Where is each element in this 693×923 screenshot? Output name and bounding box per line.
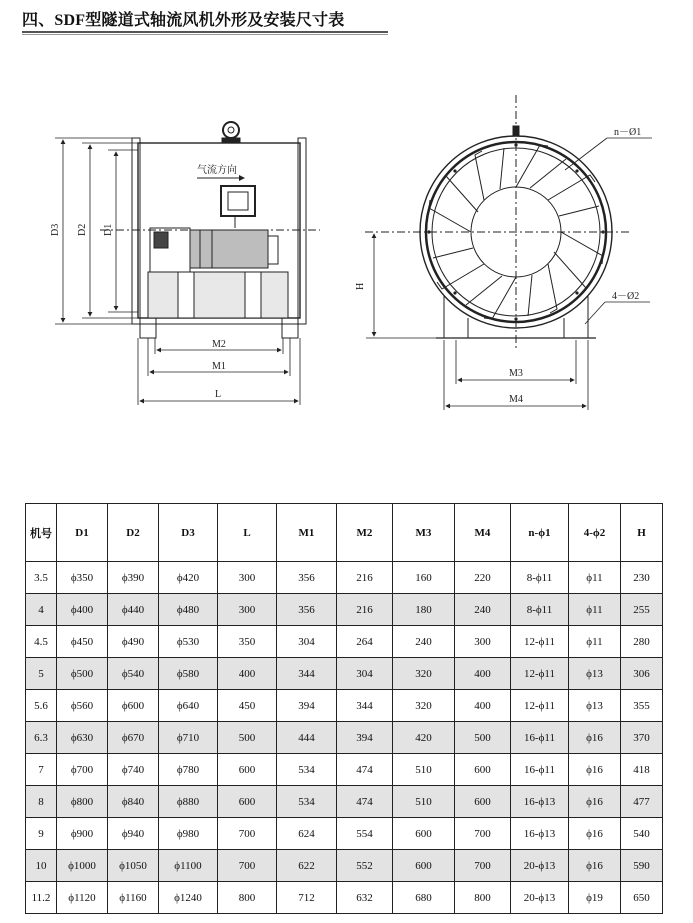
table-cell: 800 [218,882,277,914]
table-cell: ϕ1100 [159,850,218,882]
table-cell: ϕ630 [57,722,108,754]
table-cell: 600 [455,754,511,786]
table-cell: 16-ϕ11 [511,722,569,754]
table-cell: 590 [621,850,663,882]
table-cell: 8-ϕ11 [511,562,569,594]
table-cell: 624 [277,818,337,850]
table-cell: 240 [393,626,455,658]
table-cell: 418 [621,754,663,786]
label-m2: M2 [212,339,226,350]
table-cell: 700 [455,818,511,850]
label-d3: D3 [50,223,61,236]
table-cell: ϕ11 [569,626,621,658]
table-cell: ϕ16 [569,786,621,818]
table-cell: 600 [393,850,455,882]
table-cell: ϕ740 [108,754,159,786]
table-cell: 12-ϕ11 [511,626,569,658]
table-cell: 304 [277,626,337,658]
table-cell: 450 [218,690,277,722]
header-d3: D3 [159,504,218,562]
table-cell: 510 [393,786,455,818]
table-cell: ϕ540 [108,658,159,690]
table-cell: 16-ϕ13 [511,818,569,850]
table-cell: 500 [455,722,511,754]
table-cell: ϕ440 [108,594,159,626]
table-cell: ϕ940 [108,818,159,850]
table-cell: 600 [218,754,277,786]
table-cell-model: 8 [26,786,57,818]
table-cell: 394 [337,722,393,754]
table-cell: 20-ϕ13 [511,850,569,882]
table-cell: 300 [455,626,511,658]
table-cell: ϕ16 [569,850,621,882]
table-cell: 474 [337,786,393,818]
table-cell-model: 6.3 [26,722,57,754]
table-row [26,786,663,818]
table-cell: 306 [621,658,663,690]
table-row [26,818,663,850]
table-row [26,850,663,882]
header-m2: M2 [337,504,393,562]
table-cell: 350 [218,626,277,658]
table-cell-model: 7 [26,754,57,786]
table-cell: ϕ1160 [108,882,159,914]
table-cell: ϕ710 [159,722,218,754]
label-l: L [215,389,222,400]
table-cell: ϕ11 [569,594,621,626]
table-cell: 356 [277,562,337,594]
table-cell-model: 5.6 [26,690,57,722]
table-cell: ϕ580 [159,658,218,690]
table-cell: 510 [393,754,455,786]
table-cell: 280 [621,626,663,658]
table-cell: 320 [393,658,455,690]
table-cell: 622 [277,850,337,882]
table-cell: ϕ560 [57,690,108,722]
table-cell: 300 [218,562,277,594]
table-cell: 680 [393,882,455,914]
label-m4: M4 [509,394,523,405]
table-cell: 650 [621,882,663,914]
table-cell: 800 [455,882,511,914]
table-cell: 20-ϕ13 [511,882,569,914]
table-cell: 600 [455,786,511,818]
table-cell-model: 11.2 [26,882,57,914]
table-cell: 400 [455,690,511,722]
table-cell: 500 [218,722,277,754]
table-row [26,562,663,594]
table-cell: ϕ11 [569,562,621,594]
table-cell: ϕ880 [159,786,218,818]
table-cell: 600 [393,818,455,850]
header-m3: M3 [393,504,455,562]
table-cell: 304 [337,658,393,690]
header-d2: D2 [108,504,159,562]
table-row [26,722,663,754]
label-d1: D1 [103,223,114,236]
table-cell: 264 [337,626,393,658]
table-cell: 344 [337,690,393,722]
dimension-table [25,503,663,914]
table-cell: ϕ980 [159,818,218,850]
table-cell: 255 [621,594,663,626]
header-holes2: 4-ϕ2 [569,504,621,562]
header-model: 机号 [26,504,57,562]
table-cell: 356 [277,594,337,626]
table-cell: 534 [277,786,337,818]
table-cell: 300 [218,594,277,626]
table-cell: ϕ16 [569,722,621,754]
table-cell: ϕ13 [569,658,621,690]
table-cell: 16-ϕ11 [511,754,569,786]
table-cell: 477 [621,786,663,818]
fan-dimension-drawing [0,95,693,425]
table-cell: ϕ450 [57,626,108,658]
table-cell: 180 [393,594,455,626]
table-cell: 355 [621,690,663,722]
table-cell: 700 [455,850,511,882]
airflow-label: 气流方向 [197,165,237,176]
header-h: H [621,504,663,562]
table-cell: ϕ1000 [57,850,108,882]
table-cell: 712 [277,882,337,914]
table-cell: ϕ640 [159,690,218,722]
table-header-row [26,504,663,562]
table-cell: ϕ480 [159,594,218,626]
label-m1: M1 [212,361,226,372]
table-row [26,626,663,658]
table-cell: 474 [337,754,393,786]
front-view [365,95,630,350]
header-holes1: n-ϕ1 [511,504,569,562]
table-cell: 552 [337,850,393,882]
table-cell: 12-ϕ11 [511,690,569,722]
table-cell: ϕ420 [159,562,218,594]
table-cell: 220 [455,562,511,594]
table-cell: 394 [277,690,337,722]
table-cell-model: 3.5 [26,562,57,594]
table-cell: 344 [277,658,337,690]
table-cell: ϕ900 [57,818,108,850]
table-cell-model: 10 [26,850,57,882]
header-m4: M4 [455,504,511,562]
table-row [26,658,663,690]
table-cell: ϕ670 [108,722,159,754]
table-cell: 370 [621,722,663,754]
table-cell-model: 4.5 [26,626,57,658]
title-underline-thin [22,34,388,35]
table-cell: ϕ490 [108,626,159,658]
header-d1: D1 [57,504,108,562]
header-l: L [218,504,277,562]
label-holes1: n－Ø1 [614,127,642,138]
table-cell: 444 [277,722,337,754]
side-view [100,122,320,338]
table-cell: ϕ800 [57,786,108,818]
table-cell: 320 [393,690,455,722]
table-row [26,594,663,626]
table-cell: ϕ1120 [57,882,108,914]
table-cell: 216 [337,562,393,594]
title-underline [22,31,388,33]
table-cell: 160 [393,562,455,594]
table-cell: 700 [218,850,277,882]
table-cell: ϕ530 [159,626,218,658]
table-cell: ϕ16 [569,818,621,850]
label-holes2: 4－Ø2 [612,291,640,302]
section-title: 四、SDF型隧道式轴流风机外形及安装尺寸表 [22,12,345,29]
table-cell: ϕ1240 [159,882,218,914]
table-cell: 600 [218,786,277,818]
table-cell: 12-ϕ11 [511,658,569,690]
table-row [26,690,663,722]
table-cell: ϕ13 [569,690,621,722]
table-cell: 8-ϕ11 [511,594,569,626]
table-cell: 420 [393,722,455,754]
table-cell: 216 [337,594,393,626]
table-cell: ϕ780 [159,754,218,786]
table-cell-model: 9 [26,818,57,850]
table-row [26,754,663,786]
table-cell: 534 [277,754,337,786]
table-cell: ϕ390 [108,562,159,594]
table-cell: ϕ350 [57,562,108,594]
table-cell: 230 [621,562,663,594]
table-cell: ϕ400 [57,594,108,626]
table-cell-model: 5 [26,658,57,690]
table-cell: 632 [337,882,393,914]
label-h: H [355,282,366,290]
table-cell: 240 [455,594,511,626]
table-cell: ϕ600 [108,690,159,722]
table-row [26,882,663,914]
table-cell: ϕ19 [569,882,621,914]
table-cell: ϕ500 [57,658,108,690]
label-m3: M3 [509,368,523,379]
label-d2: D2 [77,223,88,236]
table-cell: 16-ϕ13 [511,786,569,818]
table-cell: 400 [218,658,277,690]
table-cell: ϕ16 [569,754,621,786]
table-cell: 400 [455,658,511,690]
table-cell: ϕ840 [108,786,159,818]
table-cell: ϕ1050 [108,850,159,882]
table-body [26,562,663,914]
table-cell: 700 [218,818,277,850]
header-m1: M1 [277,504,337,562]
table-cell: 540 [621,818,663,850]
table-cell: 554 [337,818,393,850]
table-cell-model: 4 [26,594,57,626]
dimension-table-wrapper [25,503,663,914]
table-cell: ϕ700 [57,754,108,786]
